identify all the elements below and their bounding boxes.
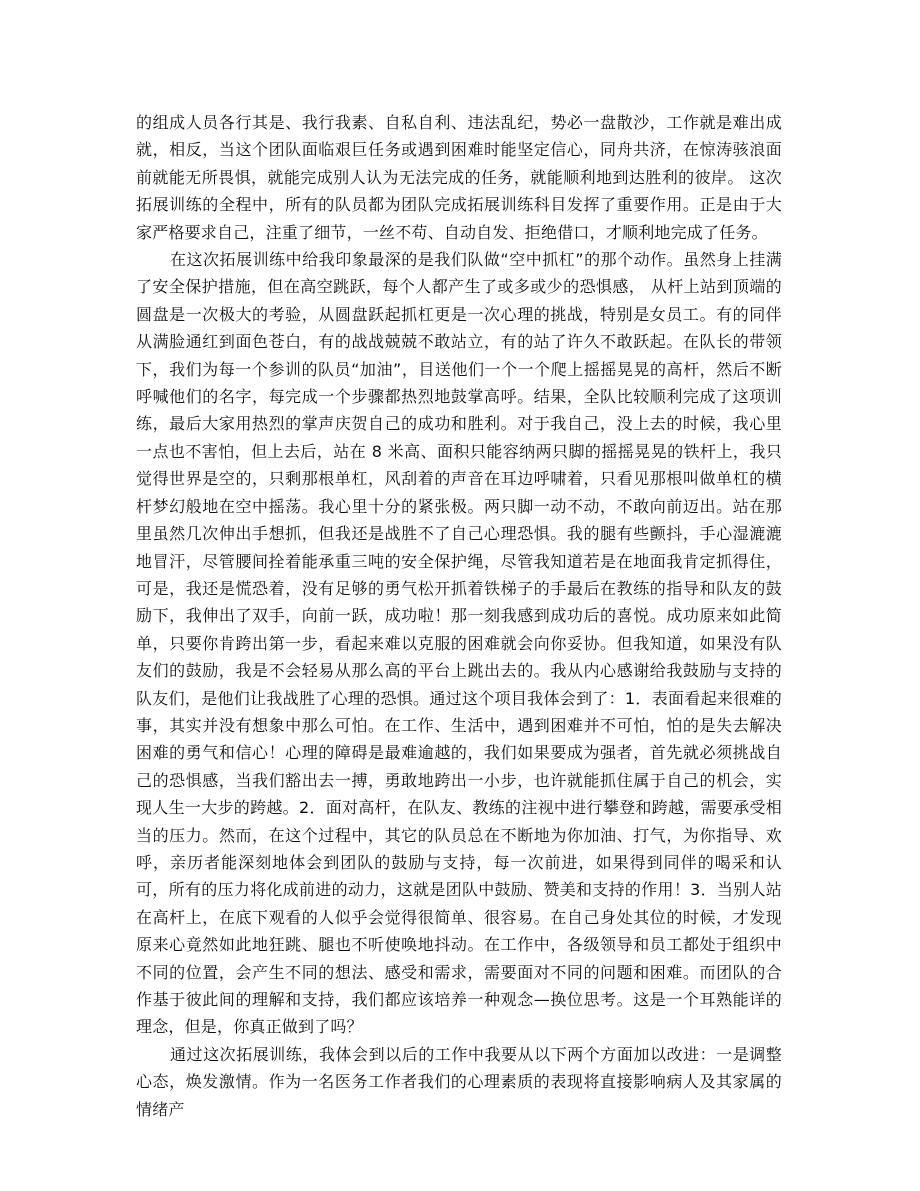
paragraph-team-cohesion: 的组成人员各行其是、我行我素、自私自利、违法乱纪，势必一盘散沙，工作就是难出成就，相反，当这个团队面临艰巨任务或遇到困难时能坚定信心，同舟共济，在惊涛骇浪面前就能无所畏惧，就能完成别人认为无法完成的任务，就能顺利地到达胜利的彼岸。 这次拓展训练的全程中，所有的队员都为团队完成拓展训练科目发挥了重要作用。正是由于大家严格要求自己，注重了细节，一丝不苟、自动自发、拒绝借口，才顺利地完成了任务。 <box>136 113 782 242</box>
document-page <box>136 109 782 1123</box>
paragraph-improvements: 通过这次拓展训练，我体会到以后的工作中我要从以下两个方面加以改进：一是调整心态，焕发激情。作为一名医务工作者我们的心理素质的表现将直接影响病人及其家属的情绪产 <box>136 1044 782 1119</box>
paragraph-aerial-bar-exercise: 在这次拓展训练中给我印象最深的是我们队做“空中抓杠”的那个动作。虽然身上挂满了安全保护措施，但在高空跳跃，每个人都产生了或多或少的恐惧感， 从杆上站到顶端的圆盘是一次极大的考验，从圆盘跃起抓杠更是一次心理的挑战，特别是女员工。有的同伴从满脸通红到面色苍白，有的战战兢兢不敢站立，有的站了许久不敢跃起。在队长的带领下，我们为每一个参训的队员“加油”，目送他们一个一个爬上摇摇晃晃的高杆，然后不断呼喊他们的名字，每完成一个步骤都热烈地鼓掌高呼。结果，全队比较顺利完成了这项训练，最后大家用热烈的掌声庆贺自己的成功和胜利。对于我自己，没上去的时候，我心里一点也不害怕，但上去后，站在 8 米高、面积只能容纳两只脚的摇摇晃晃的铁杆上，我只觉得世界是空的，只剩那根单杠，风刮着的声音在耳边呼啸着，只看见那根叫做单杠的横杆梦幻般地在空中摇荡。我心里十分的紧张极。两只脚一动不动，不敢向前迈出。站在那里虽然几次伸出手想抓，但我还是战胜不了自己心理恐惧。我的腿有些颤抖，手心湿漉漉地冒汗，尽管腰间拴着能承重三吨的安全保护绳，尽管我知道若是在地面我肯定抓得住，可是，我还是慌恐着，没有足够的勇气松开抓着铁梯子的手最后在教练的指导和队友的鼓励下，我伸出了双手，向前一跃，成功啦！那一刻我感到成功后的喜悦。成功原来如此简单，只要你肯跨出第一步，看起来难以克服的困难就会向你妥协。但我知道，如果没有队友们的鼓励，我是不会轻易从那么高的平台上跳出去的。我从内心感谢给我鼓励与支持的队友们，是他们让我战胜了心理的恐惧。通过这个项目我体会到了：1．表面看起来很难的事，其实并没有想象中那么可怕。在工作、生活中，遇到困难并不可怕，怕的是失去解决困难的勇气和信心！心理的障碍是最难逾越的，我们如果要成为强者，首先就必须挑战自己的恐惧感，当我们豁出去一搏，勇敢地跨出一小步，也许就能抓住属于自己的机会，实现人生一大步的跨越。2．面对高杆，在队友、教练的注视中进行攀登和跨越，需要承受相当的压力。然而，在这个过程中，其它的队员总在不断地为你加油、打气，为你指导、欢呼，亲历者能深刻地体会到团队的鼓励与支持，每一次前进，如果得到同伴的喝采和认可，所有的压力将化成前进的动力，这就是团队中鼓励、赞美和支持的作用！3．当别人站在高杆上，在底下观看的人似乎会觉得很简单、很容易。在自己身处其位的时候，才发现原来心竟然如此地狂跳、腿也不听使唤地抖动。在工作中，各级领导和员工都处于组织中不同的位置，会产生不同的想法、感受和需求，需要面对不同的问题和困难。而团队的合作基于彼此间的理解和支持，我们都应该培养一种观念—换位思考。这是一个耳熟能详的理念，但是，你真正做到了吗？ <box>136 250 782 1037</box>
